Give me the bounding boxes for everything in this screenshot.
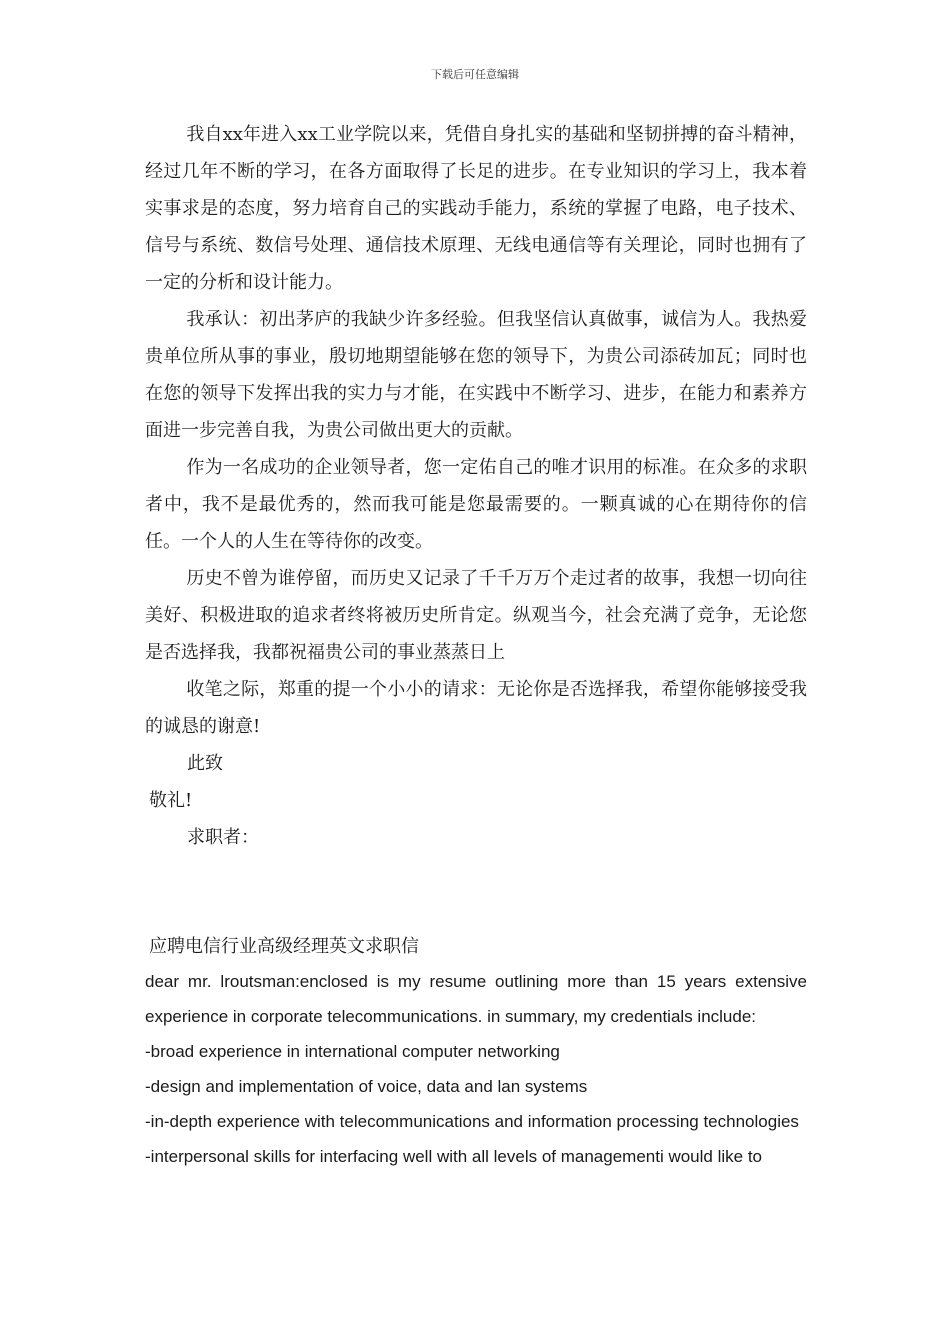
english-letter-title: 应聘电信行业高级经理英文求职信: [149, 936, 419, 957]
english-line-greeting: dear mr. lroutsman:enclosed is my resume outlining more than 15 years extensive experience in corporate telecommunications. in summary, my credentials include:: [145, 972, 807, 1026]
english-line-networking: -broad experience in international computer networking: [145, 1042, 560, 1061]
english-line-interpersonal: -interpersonal skills for interfacing well with all levels of managementi would like to: [145, 1147, 762, 1166]
document-body: [145, 116, 807, 1174]
paragraph-history: 历史不曾为谁停留，而历史又记录了千千万万个走过者的故事，我想一切向往美好、积极进取的追求者终将被历史所肯定。纵观当今，社会充满了竞争，无论您是否选择我，我都祝福贵公司的事业蒸蒸日上: [145, 568, 807, 663]
english-line-voice-data: -design and implementation of voice, data and lan systems: [145, 1077, 588, 1096]
paragraph-closing-request: 收笔之际，郑重的提一个小小的请求：无论你是否选择我，希望你能够接受我的诚恳的谢意!: [145, 679, 807, 737]
signoff-label: 求职者：: [187, 827, 259, 848]
english-line-telecom: -in-depth experience with telecommunications and information processing technologies: [145, 1112, 799, 1131]
paragraph-intro: 我自xx年进入xx工业学院以来，凭借自身扎实的基础和坚韧拼搏的奋斗精神，经过几年不断的学习，在各方面取得了长足的进步。在专业知识的学习上，我本着实事求是的态度，努力培育自己的实践动手能力，系统的掌握了电路，电子技术、信号与系统、数信号处理、通信技术原理、无线电通信等有关理论，同时也拥有了一定的分析和设计能力。: [145, 124, 807, 293]
section-spacer: [145, 856, 807, 930]
closing-phrase: 此致: [187, 753, 223, 774]
paragraph-leader: 作为一名成功的企业领导者，您一定佑自己的唯才识用的标准。在众多的求职者中，我不是最优秀的，然而我可能是您最需要的。一颗真诚的心在期待你的信任。一个人的人生在等待你的改变。: [145, 457, 807, 552]
header-note: 下载后可任意编辑: [431, 68, 519, 81]
paragraph-admission: 我承认：初出茅庐的我缺少许多经验。但我坚信认真做事，诚信为人。我热爱贵单位所从事的事业，殷切地期望能够在您的领导下，为贵公司添砖加瓦；同时也在您的领导下发挥出我的实力与才能，在实践中不断学习、进步，在能力和素养方面进一步完善自我，为贵公司做出更大的贡献。: [145, 309, 807, 441]
salute-phrase: 敬礼!: [149, 790, 193, 811]
